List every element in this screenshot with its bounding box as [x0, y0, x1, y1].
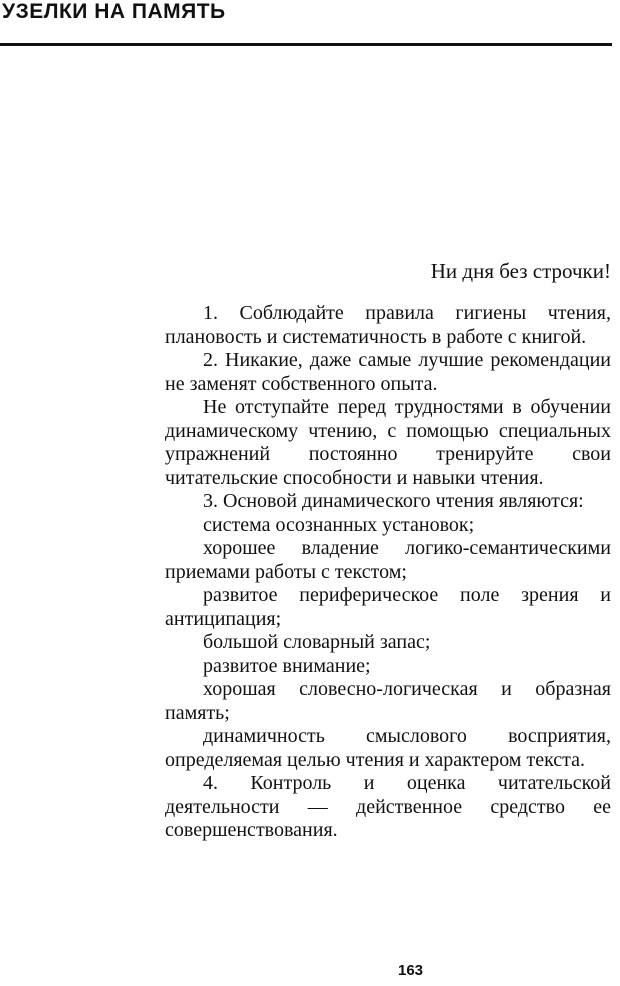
list-item-5: развитое внимание;: [203, 654, 371, 677]
paragraph-4: 3. Основой динамического чтения являются:: [203, 490, 584, 512]
paragraph-3: Не отступайте перед трудностями в обучении динамическому чтению, с помощью специальных упражнений постоянно тренируйте свои читательские способности и навыки чтения.: [165, 396, 611, 489]
paragraph-5: 4. Контроль и оценка читательской деятельности — действенное средство ее совершенствования.: [165, 772, 611, 841]
list-item-2: хорошее владение логико-семантическими приемами работы с текстом;: [165, 537, 611, 583]
paragraph-1: 1. Соблюдайте правила гигиены чтения, плановость и систематичность в работе с книгой.: [165, 302, 611, 348]
paragraph-2: 2. Никакие, даже самые лучшие рекомендации не заменят собственного опыта.: [165, 349, 611, 395]
list-item-4: большой словарный запас;: [203, 631, 431, 653]
epigraph: Ни дня без строчки!: [430, 259, 611, 283]
list-item-1: система осознанных установок;: [203, 513, 475, 536]
body-text: [165, 302, 611, 843]
list-item-3: развитое периферическое поле зрения и антиципация;: [165, 584, 611, 630]
section-header-title: УЗЕЛКИ НА ПАМЯТЬ: [2, 0, 226, 23]
list-item-7: динамичность смыслового восприятия, определяемая целью чтения и характером текста.: [165, 725, 611, 771]
page-number: 163: [398, 962, 424, 979]
header-rule: [0, 43, 612, 46]
list-item-6: хорошая словесно-логическая и образная память;: [165, 678, 611, 724]
